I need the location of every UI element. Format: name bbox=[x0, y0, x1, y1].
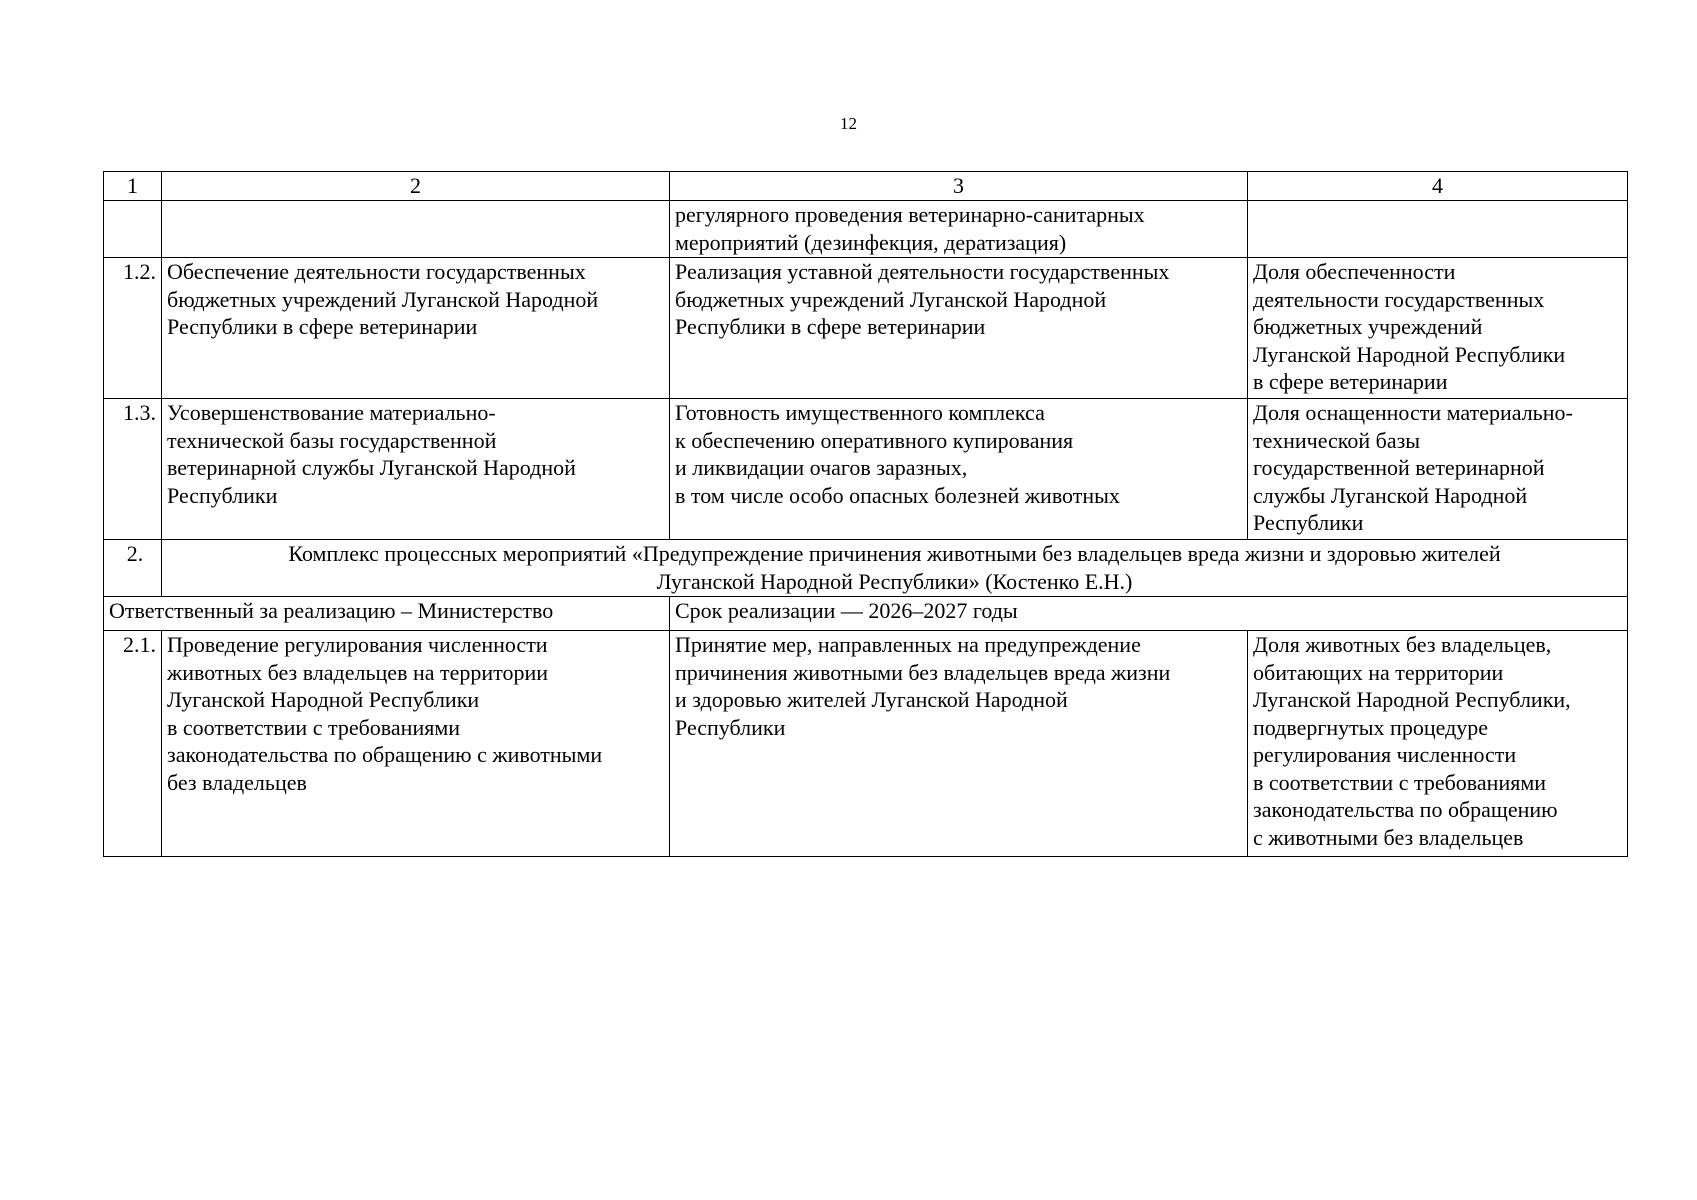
row-result: Готовность имущественного комплекса к обеспечению оперативного купирования и ликвидации очагов заразных, в том числе особо опасных болезней животных bbox=[670, 399, 1248, 540]
term-text: Срок реализации — 2026–2027 годы bbox=[670, 597, 1628, 631]
section-title: Комплекс процессных мероприятий «Предупреждение причинения животными без владельцев вреда жизни и здоровью жителей Луганской Народной Республики» (Костенко Е.Н.) bbox=[162, 540, 1628, 597]
row-measure bbox=[162, 201, 670, 258]
row-number: 2.1. bbox=[104, 631, 162, 857]
table-row-2-1 bbox=[104, 631, 1628, 857]
row-indicator: Доля оснащенности материально- технической базы государственной ветеринарной службы Луганской Народной Республики bbox=[1248, 399, 1628, 540]
section-number: 2. bbox=[104, 540, 162, 597]
header-col-3: 3 bbox=[670, 172, 1248, 201]
measures-table bbox=[103, 171, 1628, 857]
responsible-text: Ответственный за реализацию – Министерство bbox=[104, 597, 670, 631]
row-indicator: Доля животных без владельцев, обитающих на территории Луганской Народной Республики, подвергнутых процедуре регулирования численности в соответствии с требованиями законодательства по обращению с животными без владельцев bbox=[1248, 631, 1628, 857]
row-measure: Усовершенствование материально- технической базы государственной ветеринарной службы Луганской Народной Республики bbox=[162, 399, 670, 540]
row-number: 1.2. bbox=[104, 258, 162, 399]
page-number: 12 bbox=[840, 114, 857, 133]
row-result: Реализация уставной деятельности государственных бюджетных учреждений Луганской Народной Республики в сфере ветеринарии bbox=[670, 258, 1248, 399]
responsible-row bbox=[104, 597, 1628, 631]
row-indicator: Доля обеспеченности деятельности государственных бюджетных учреждений Луганской Народной Республики в сфере ветеринарии bbox=[1248, 258, 1628, 399]
table-row-1-3 bbox=[104, 399, 1628, 540]
header-col-2: 2 bbox=[162, 172, 670, 201]
row-number: 1.3. bbox=[104, 399, 162, 540]
table-row-1-2 bbox=[104, 258, 1628, 399]
section-2-row bbox=[104, 540, 1628, 597]
table-row-continuation bbox=[104, 201, 1628, 258]
row-result: Принятие мер, направленных на предупреждение причинения животными без владельцев вреда жизни и здоровью жителей Луганской Народной Республики bbox=[670, 631, 1248, 857]
table-header-row bbox=[104, 172, 1628, 201]
row-number bbox=[104, 201, 162, 258]
row-result: регулярного проведения ветеринарно-санитарных мероприятий (дезинфекция, дератизация) bbox=[670, 201, 1248, 258]
row-indicator bbox=[1248, 201, 1628, 258]
row-measure: Проведение регулирования численности животных без владельцев на территории Луганской Народной Республики в соответствии с требованиями законодательства по обращению с животными без владельцев bbox=[162, 631, 670, 857]
header-col-4: 4 bbox=[1248, 172, 1628, 201]
row-measure: Обеспечение деятельности государственных бюджетных учреждений Луганской Народной Республики в сфере ветеринарии bbox=[162, 258, 670, 399]
header-col-1: 1 bbox=[104, 172, 162, 201]
